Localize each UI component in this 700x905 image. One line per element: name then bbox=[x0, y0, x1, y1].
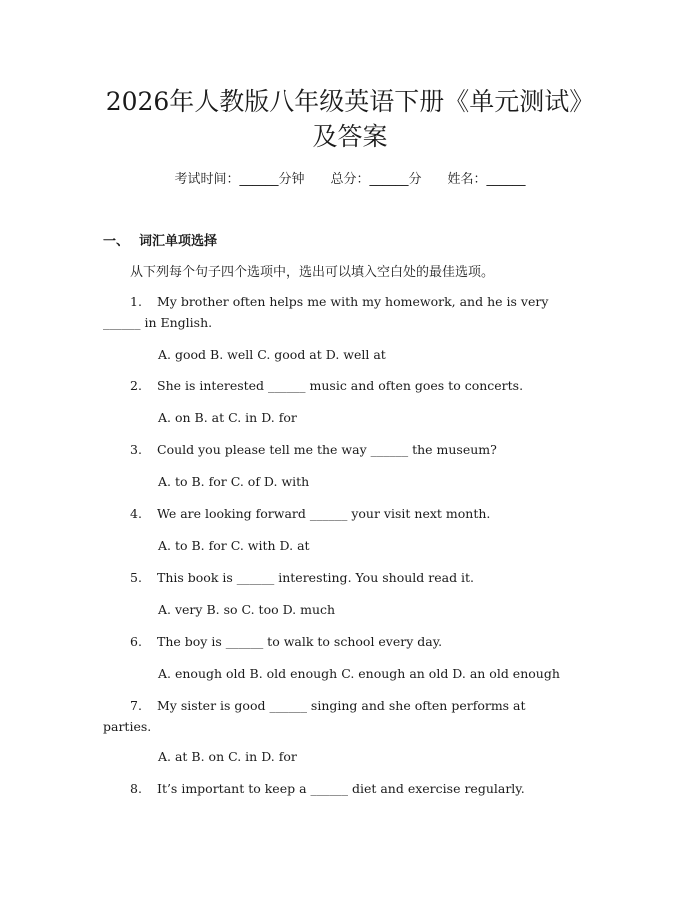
question-text: We are looking forward ______ your visit next month. bbox=[157, 506, 491, 521]
question-text: This book is ______ interesting. You should read it. bbox=[157, 570, 475, 585]
question-2 bbox=[103, 375, 563, 396]
question-number: 3. bbox=[130, 442, 142, 457]
question-2-options: A. on B. at C. in D. for bbox=[158, 410, 297, 425]
question-1-options: A. good B. well C. good at D. well at bbox=[158, 347, 386, 362]
question-3-options: A. to B. for C. of D. with bbox=[158, 474, 310, 489]
section-number: 一、 bbox=[103, 234, 130, 249]
question-7-options: A. at B. on C. in D. for bbox=[158, 749, 297, 764]
question-8 bbox=[103, 778, 563, 799]
section-instruction: 从下列每个句子四个选项中，选出可以填入空白处的最佳选项。 bbox=[130, 265, 495, 280]
question-4-options: A. to B. for C. with D. at bbox=[158, 538, 310, 553]
question-text: It’s important to keep a ______ diet and exercise regularly. bbox=[157, 781, 525, 796]
question-6-options: A. enough old B. old enough C. enough an old D. an old enough bbox=[158, 666, 560, 681]
section-heading bbox=[103, 230, 217, 249]
question-text: Could you please tell me the way ______ the museum? bbox=[157, 442, 497, 457]
question-number: 1. bbox=[130, 294, 142, 309]
exam-meta bbox=[0, 168, 700, 187]
question-number: 2. bbox=[130, 378, 142, 393]
question-3 bbox=[103, 439, 563, 460]
question-text: The boy is ______ to walk to school every day. bbox=[157, 634, 443, 649]
section-title: 词汇单项选择 bbox=[139, 234, 218, 249]
question-text: My sister is good ______ singing and she often performs at parties. bbox=[103, 698, 526, 734]
question-7 bbox=[103, 695, 563, 737]
question-number: 8. bbox=[130, 781, 142, 796]
page-title-line-2: 及答案 bbox=[312, 122, 388, 151]
question-number: 7. bbox=[130, 698, 142, 713]
page-title-line-1: 2026年人教版八年级英语下册《单元测试》 bbox=[105, 87, 595, 116]
question-6 bbox=[103, 631, 563, 652]
student-name: 姓名：______ bbox=[447, 172, 526, 187]
question-number: 6. bbox=[130, 634, 142, 649]
question-text: My brother often helps me with my homework, and he is very ______ in English. bbox=[103, 294, 549, 330]
question-text: She is interested ______ music and often goes to concerts. bbox=[157, 378, 524, 393]
question-number: 4. bbox=[130, 506, 142, 521]
question-5 bbox=[103, 567, 563, 588]
exam-total-score: 总分：______分 bbox=[330, 172, 422, 187]
exam-time: 考试时间：______分钟 bbox=[174, 172, 305, 187]
question-4 bbox=[103, 503, 563, 524]
question-1 bbox=[103, 291, 563, 333]
question-number: 5. bbox=[130, 570, 142, 585]
question-5-options: A. very B. so C. too D. much bbox=[158, 602, 336, 617]
